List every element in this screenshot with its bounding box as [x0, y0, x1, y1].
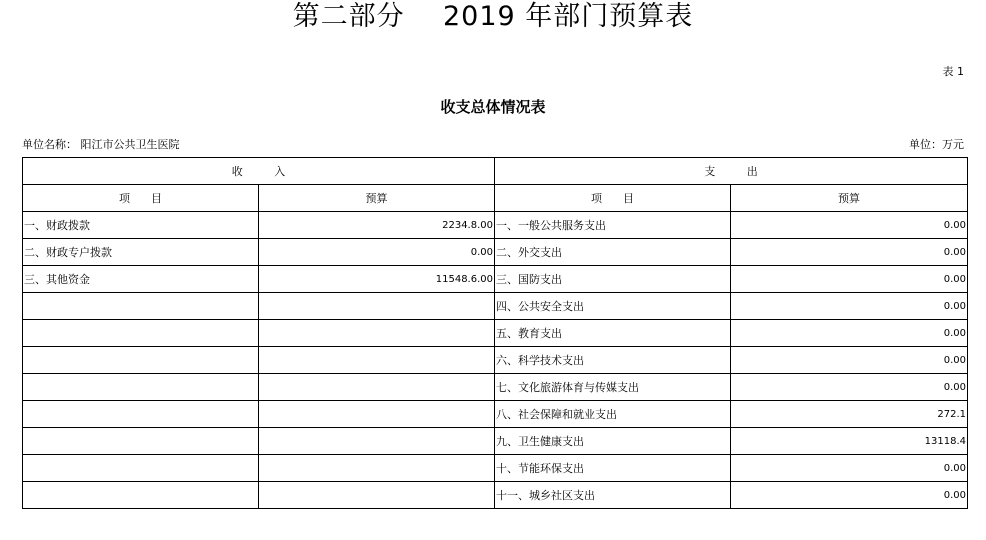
income-budget-cell [259, 482, 495, 509]
table-row [23, 320, 968, 347]
income-budget-cell [259, 428, 495, 455]
section-header-row [23, 158, 968, 185]
income-budget-cell: 0.00 [259, 239, 495, 266]
income-item-cell: 一、财政拨款 [23, 212, 259, 239]
expense-budget-cell: 0.00 [731, 455, 968, 482]
income-budget-cell [259, 347, 495, 374]
income-item-header: 项 目 [23, 185, 259, 212]
expense-item-cell: 九、卫生健康支出 [495, 428, 731, 455]
expense-budget-cell: 13118.4 [731, 428, 968, 455]
expense-budget-cell: 0.00 [731, 347, 968, 374]
table-row [23, 374, 968, 401]
column-header-row [23, 185, 968, 212]
income-budget-cell [259, 455, 495, 482]
expense-budget-cell: 0.00 [731, 374, 968, 401]
income-item-cell [23, 320, 259, 347]
expense-item-cell: 四、公共安全支出 [495, 293, 731, 320]
unit-name: 单位名称： 阳江市公共卫生医院 [22, 138, 180, 151]
expense-budget-cell: 0.00 [731, 293, 968, 320]
table-title: 收支总体情况表 [440, 98, 546, 116]
income-item-cell [23, 428, 259, 455]
table-row [23, 401, 968, 428]
expense-item-cell: 五、教育支出 [495, 320, 731, 347]
income-item-cell [23, 401, 259, 428]
income-budget-header: 预算 [259, 185, 495, 212]
expense-item-cell: 十、节能环保支出 [495, 455, 731, 482]
table-row [23, 347, 968, 374]
income-section-header: 收 入 [23, 158, 495, 185]
expense-budget-cell: 0.00 [731, 239, 968, 266]
expense-budget-cell: 272.1 [731, 401, 968, 428]
income-item-cell: 二、财政专户拨款 [23, 239, 259, 266]
expense-item-cell: 二、外交支出 [495, 239, 731, 266]
currency-unit: 单位：万元 [909, 138, 964, 151]
expense-budget-header: 预算 [731, 185, 968, 212]
income-budget-cell [259, 293, 495, 320]
expense-budget-cell: 0.00 [731, 266, 968, 293]
expense-item-cell: 七、文化旅游体育与传媒支出 [495, 374, 731, 401]
table-row [23, 455, 968, 482]
income-budget-cell: 2234.8.00 [259, 212, 495, 239]
table-number: 表 1 [942, 65, 964, 78]
table-row [23, 428, 968, 455]
expense-section-header: 支 出 [495, 158, 968, 185]
budget-table [22, 157, 968, 509]
table-row [23, 266, 968, 293]
expense-budget-cell: 0.00 [731, 482, 968, 509]
expense-item-cell: 三、国防支出 [495, 266, 731, 293]
income-item-cell [23, 374, 259, 401]
table-row [23, 212, 968, 239]
income-item-cell [23, 293, 259, 320]
income-item-cell [23, 347, 259, 374]
income-item-cell [23, 482, 259, 509]
page-title: 第二部分 2019 年部门预算表 [292, 1, 694, 32]
table-row [23, 293, 968, 320]
expense-item-cell: 一、一般公共服务支出 [495, 212, 731, 239]
expense-budget-cell: 0.00 [731, 212, 968, 239]
expense-budget-cell: 0.00 [731, 320, 968, 347]
expense-item-cell: 八、社会保障和就业支出 [495, 401, 731, 428]
income-budget-cell [259, 374, 495, 401]
income-budget-cell [259, 401, 495, 428]
income-item-cell: 三、其他资金 [23, 266, 259, 293]
expense-item-cell: 十一、城乡社区支出 [495, 482, 731, 509]
income-budget-cell [259, 320, 495, 347]
income-budget-cell: 11548.6.00 [259, 266, 495, 293]
income-item-cell [23, 455, 259, 482]
table-row [23, 482, 968, 509]
expense-item-cell: 六、科学技术支出 [495, 347, 731, 374]
table-row [23, 239, 968, 266]
expense-item-header: 项 目 [495, 185, 731, 212]
